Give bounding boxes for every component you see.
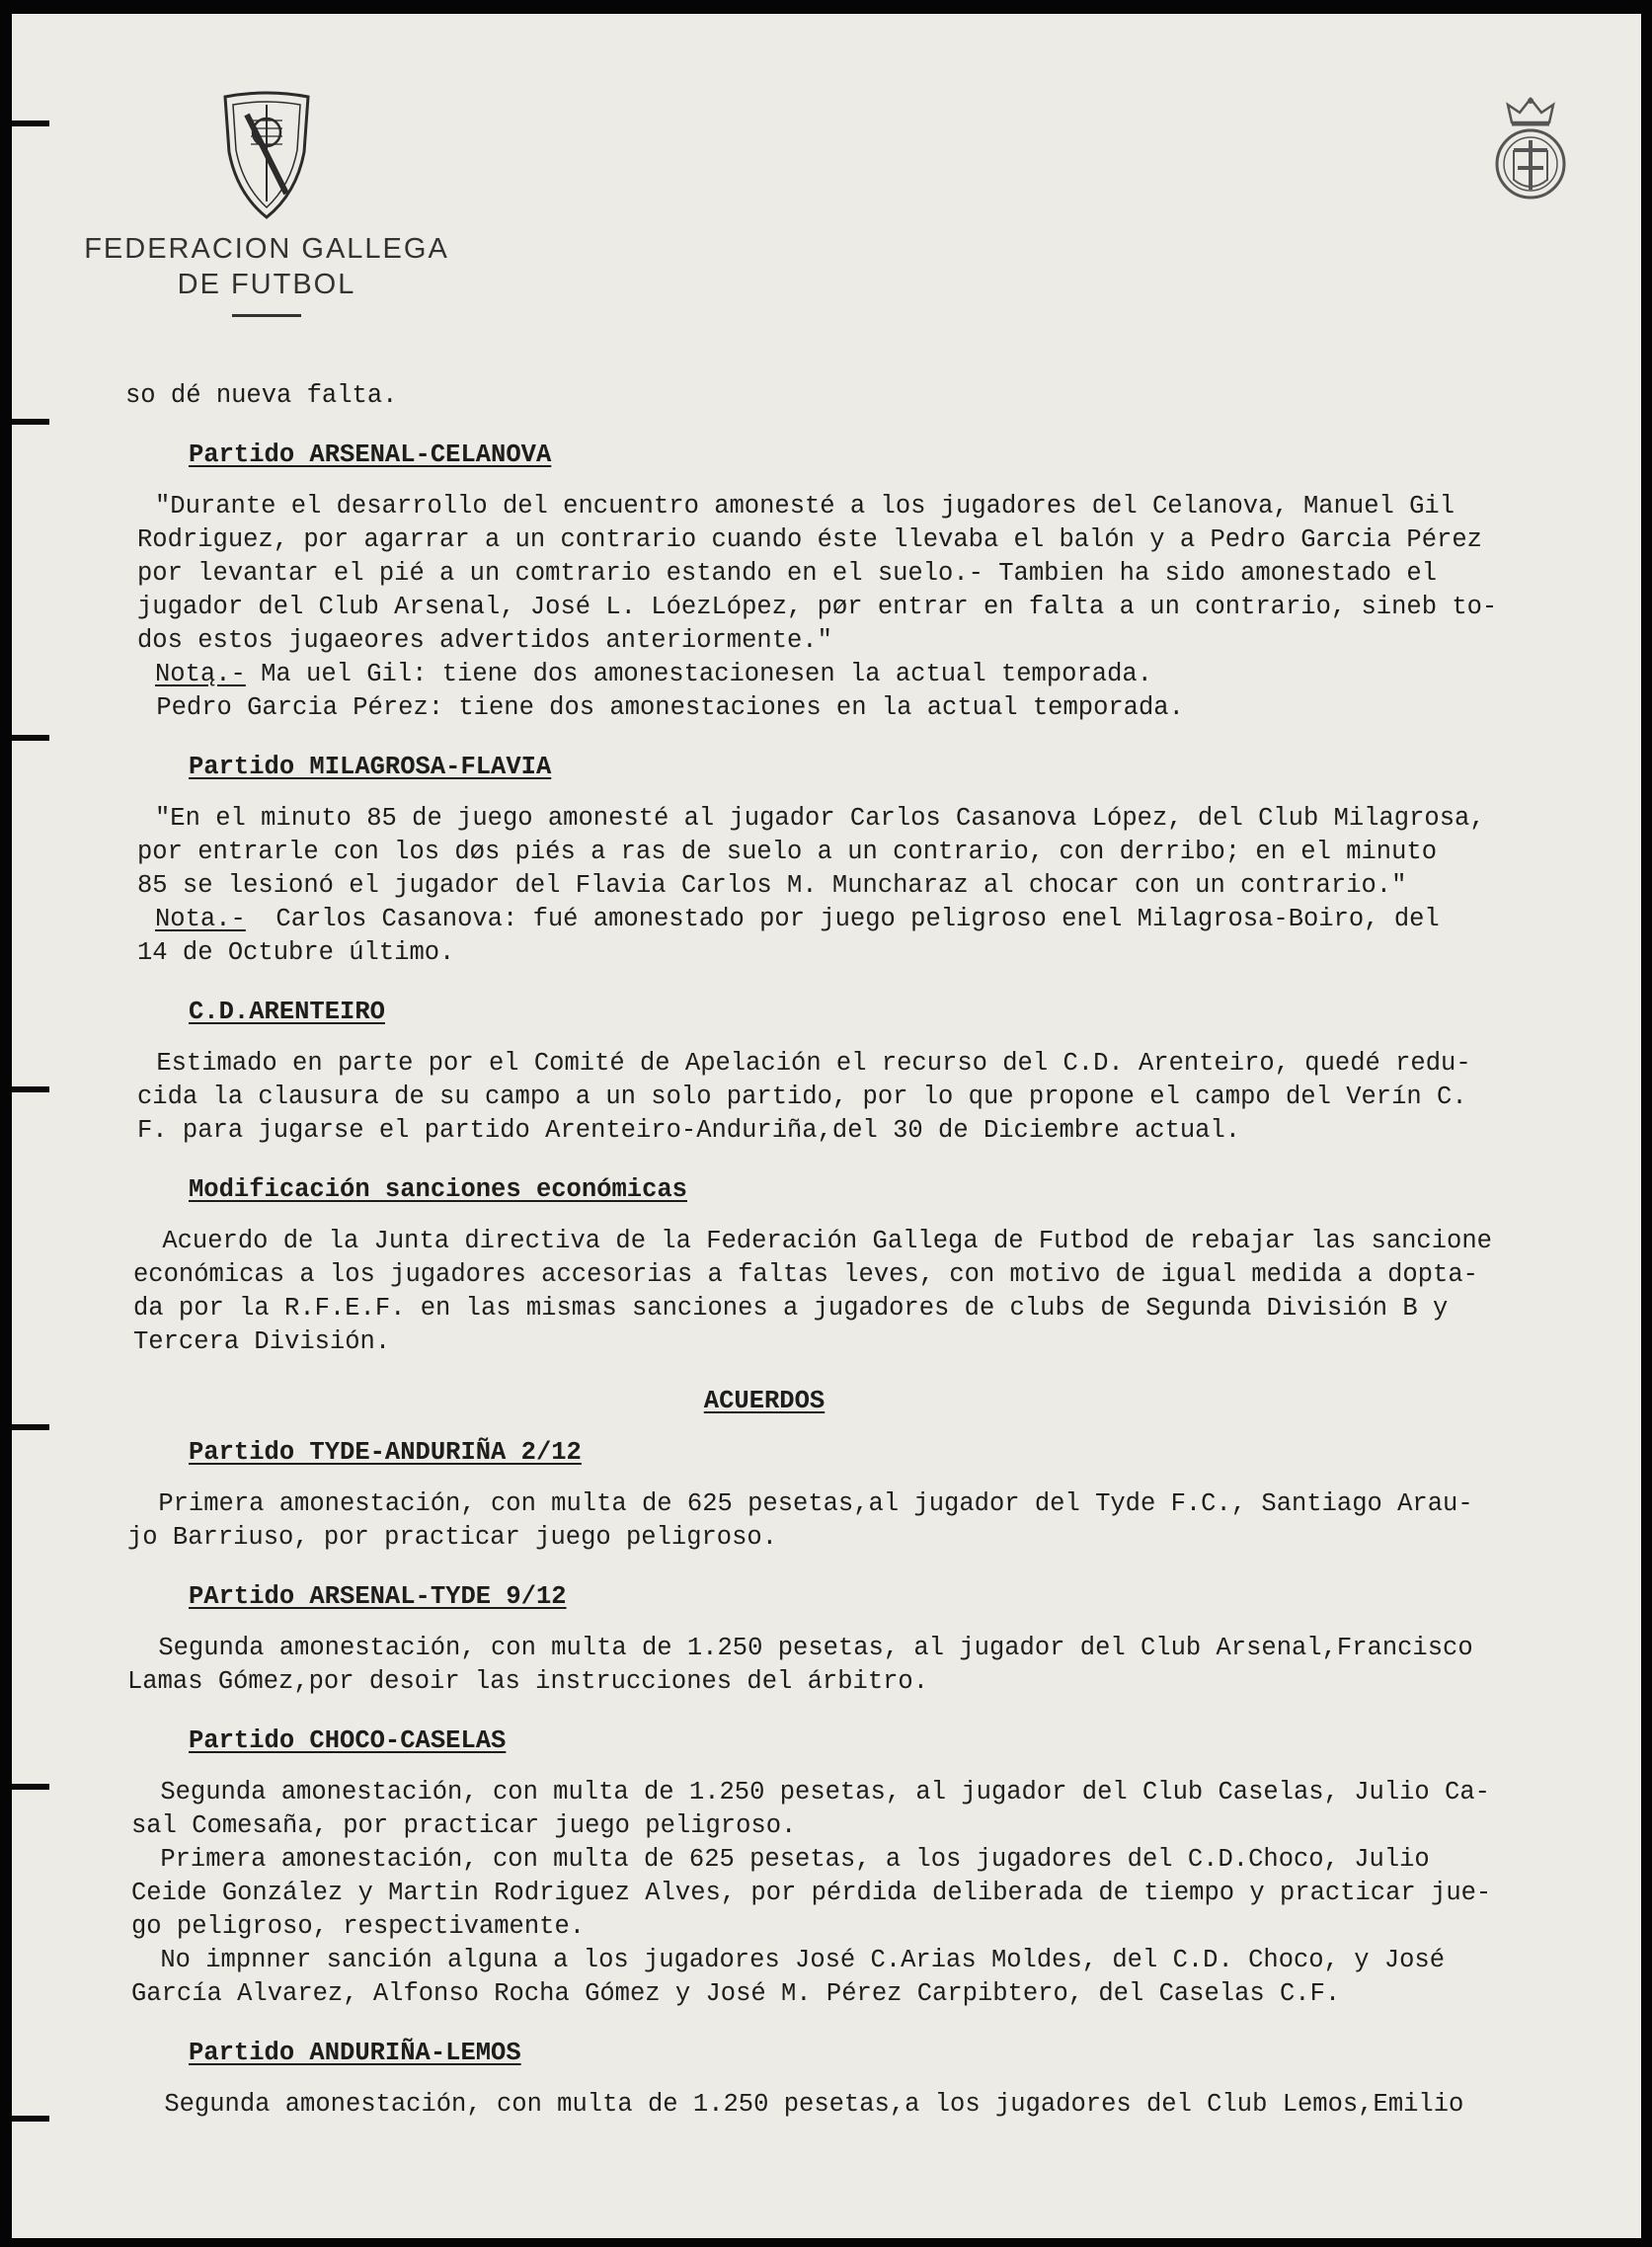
body-line: jugador del Club Arsenal, José L. LóezLópez, pør entrar en falta a un contrario, sineb to- [137, 593, 1498, 621]
binder-hole-mark [12, 419, 49, 425]
note-line [155, 903, 1641, 936]
note-line [155, 658, 1641, 691]
body-line: García Alvarez, Alfonso Rocha Gómez y José M. Pérez Carpibtero, del Caselas C.F. [131, 1979, 1341, 2008]
note-line: 14 de Octubre último. [137, 938, 455, 967]
body-line: No impnner sanción alguna a los jugadores José C.Arias Moldes, del C.D. Choco, y José [145, 1946, 1446, 1974]
document-page [12, 14, 1641, 2238]
body-line: dos estos jugaeores advertidos anteriormente." [137, 626, 832, 655]
section-heading: Partido CHOCO-CASELAS [189, 1726, 507, 1755]
body-line: por entrarle con los døs piés a ras de suelo a un contrario, con derribo; en el minuto [137, 838, 1438, 866]
royal-crest-icon [1490, 95, 1571, 205]
body-line: Primera amonestación, con multa de 625 pesetas,al jugador del Tyde F.C., Santiago Arau- [143, 1489, 1473, 1518]
letterhead-rule [232, 314, 301, 317]
body-line: Acuerdo de la Junta directiva de la Federación Gallega de Futbod de rebajar las sancione [147, 1227, 1492, 1255]
body-line: Segunda amonestación, con multa de 1.250 pesetas, al jugador del Club Caselas, Julio Ca- [145, 1778, 1490, 1806]
binder-hole-mark [12, 120, 49, 126]
body-line: Tercera División. [133, 1327, 391, 1356]
body-line: económicas a los jugadores accesorias a faltas leves, con motivo de igual medida a dopta- [133, 1260, 1478, 1289]
note-text: Ma uel Gil: tiene dos amonestacionesen la actual temporada. [245, 660, 1152, 688]
section-heading: Modificación sanciones económicas [189, 1175, 687, 1204]
body-line: jo Barriuso, por practicar juego peligroso. [127, 1523, 778, 1552]
section-heading: Partido TYDE-ANDURIÑA 2/12 [189, 1438, 582, 1467]
body-line: Segunda amonestación, con multa de 1.250 pesetas,a los jugadores del Club Lemos,Emilio [149, 2090, 1464, 2119]
body-line: Ceide González y Martin Rodriguez Alves, por pérdida deliberada de tiempo y practicar jue- [131, 1879, 1492, 1907]
section-heading: Partido MILAGROSA-FLAVIA [189, 753, 552, 781]
intro-line: so dé nueva falta. [125, 381, 398, 410]
body-line: Estimado en parte por el Comité de Apelación el recurso del C.D. Arenteiro, quedé redu- [141, 1049, 1471, 1078]
note-label: Nota.- [155, 905, 246, 933]
body-line: go peligroso, respectivamente. [131, 1912, 586, 1941]
binder-hole-mark [12, 735, 49, 741]
section-heading: Partido ARSENAL-CELANOVA [189, 441, 552, 469]
body-line: "En el minuto 85 de juego amonesté al jugador Carlos Casanova López, del Club Milagrosa, [155, 804, 1485, 833]
note-text: Carlos Casanova: fué amonestado por juego peligroso enel Milagrosa-Boiro, del [245, 905, 1440, 933]
note-line: Pedro Garcia Pérez: tiene dos amonestaciones en la actual temporada. [141, 693, 1184, 722]
binder-hole-mark [12, 1784, 49, 1790]
body-line: F. para jugarse el partido Arenteiro-Anduriña,del 30 de Diciembre actual. [137, 1116, 1241, 1145]
section-heading: Partido ANDURIÑA-LEMOS [189, 2039, 521, 2067]
acuerdos-title: ACUERDOS [703, 1387, 826, 1415]
federation-shield-icon [221, 91, 312, 221]
note-label: Notą.- [155, 660, 246, 688]
letterhead [59, 91, 474, 317]
binder-hole-mark [12, 1424, 49, 1430]
body-line: Lamas Gómez,por desoir las instrucciones del árbitro. [127, 1667, 929, 1696]
body-line: "Durante el desarrollo del encuentro amonesté a los jugadores del Celanova, Manuel Gil [155, 492, 1455, 521]
section-heading: PArtido ARSENAL-TYDE 9/12 [189, 1582, 567, 1611]
body-line: por levantar el pié a un comtrario estando en el suelo.- Tambien ha sido amonestado el [137, 559, 1438, 588]
binder-hole-mark [12, 2116, 49, 2122]
body-line: Rodriguez, por agarrar a un contrario cuando éste llevaba el balón y a Pedro Garcia Pérez [137, 525, 1482, 554]
federation-name-line2: DE FUTBOL [177, 269, 356, 300]
section-heading: C.D.ARENTEIRO [189, 998, 385, 1026]
document-body [125, 379, 1641, 2122]
body-line: da por la R.F.E.F. en las mismas sanciones a jugadores de clubs de Segunda División B y [133, 1294, 1449, 1323]
binder-hole-mark [12, 1086, 49, 1092]
body-line: sal Comesaña, por practicar juego peligroso. [131, 1811, 797, 1840]
federation-name-line1: FEDERACION GALLEGA [84, 233, 449, 265]
body-line: Primera amonestación, con multa de 625 pesetas, a los jugadores del C.D.Choco, Julio [145, 1845, 1430, 1874]
body-line: 85 se lesionó el jugador del Flavia Carlos M. Muncharaz al chocar con un contrario." [137, 871, 1407, 900]
body-line: Segunda amonestación, con multa de 1.250 pesetas, al jugador del Club Arsenal,Francisco [143, 1634, 1473, 1662]
body-line: cida la clausura de su campo a un solo partido, por lo que propone el campo del Verín C. [137, 1083, 1467, 1111]
